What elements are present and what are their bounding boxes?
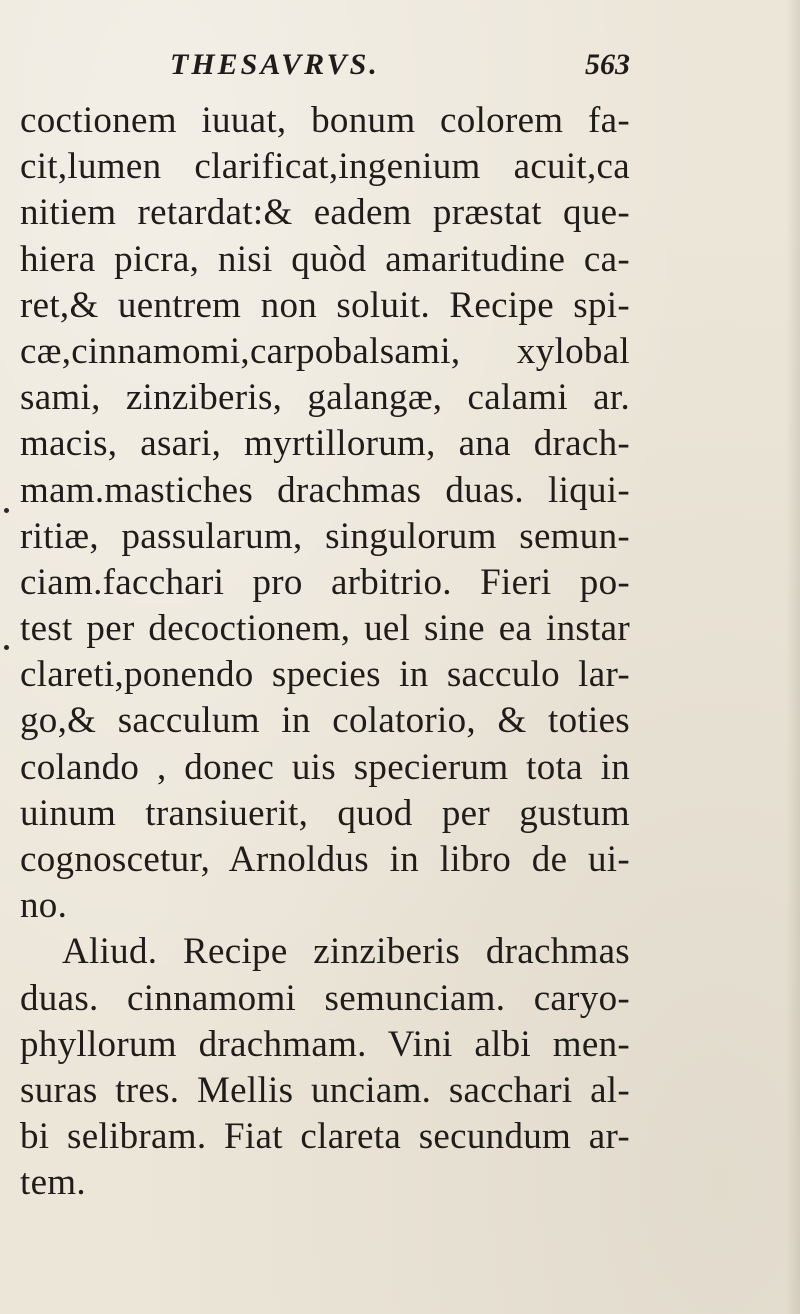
text-line: macis, asari, myrtillorum, ana drach-	[20, 423, 630, 465]
running-title: THESAVRVS.	[170, 48, 380, 81]
text-line: ret,& uentrem non soluit. Recipe spi-	[20, 284, 630, 326]
text-line: bi selibram. Fiat clareta secundum ar-	[20, 1116, 630, 1158]
text-line: tem.	[20, 1162, 86, 1204]
text-line: sami, zinziberis, galangæ, calami ar.	[20, 377, 630, 419]
text-line: go,& sacculum in colatorio, & toties	[20, 700, 630, 742]
text-line: nitiem retardat:& eadem præstat que-	[20, 192, 630, 234]
page-number: 563	[585, 48, 630, 81]
text-line: cognoscetur, Arnoldus in libro de ui-	[20, 839, 630, 880]
page-edge-shadow	[786, 0, 800, 1314]
text-line: cit,lumen clarificat,ingenium acuit,ca	[20, 146, 630, 188]
text-line: clareti,ponendo species in sacculo lar-	[20, 654, 630, 696]
body-text	[20, 98, 630, 1204]
text-line: uinum transiuerit, quod per gustum	[20, 792, 630, 834]
text-line: ciam.facchari pro arbitrio. Fieri po-	[20, 561, 630, 603]
text-line: suras tres. Mellis unciam. sacchari al-	[20, 1069, 630, 1111]
text-line: mam.mastiches drachmas duas. liqui-	[20, 469, 630, 511]
margin-mark	[4, 508, 9, 513]
text-line: hiera picra, nisi quòd amaritudine ca-	[20, 238, 630, 280]
text-line: test per decoctionem, uel sine ea instar	[20, 608, 630, 650]
text-line: cæ,cinnamomi,carpobalsami, xylobal	[20, 330, 630, 372]
text-line: phyllorum drachmam. Vini albi men-	[20, 1023, 630, 1065]
text-line: no.	[20, 885, 68, 927]
text-line: Aliud. Recipe zinziberis drachmas	[62, 931, 630, 973]
text-line: ritiæ, passularum, singulorum semun-	[20, 515, 630, 557]
text-line: colando , donec uis specierum tota in	[20, 746, 630, 788]
running-head	[170, 48, 630, 88]
text-line: coctionem iuuat, bonum colorem fa-	[20, 100, 630, 141]
text-line: duas. cinnamomi semunciam. caryo-	[20, 977, 630, 1019]
margin-mark	[4, 645, 9, 650]
